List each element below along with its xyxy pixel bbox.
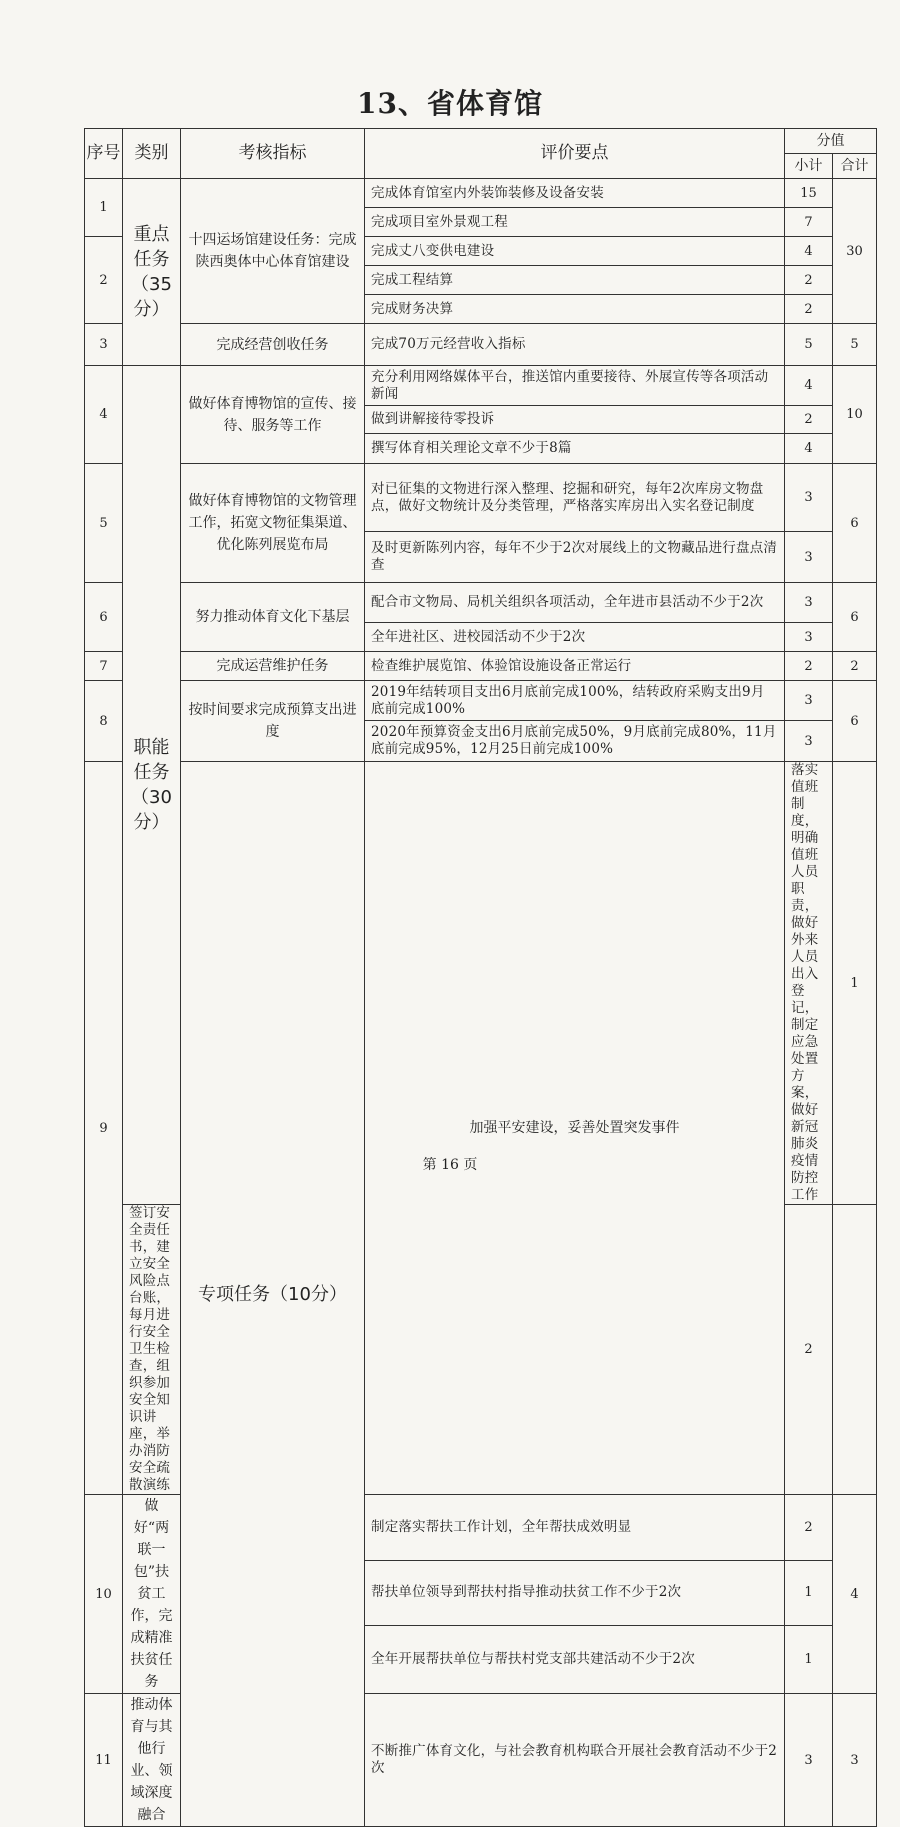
indicator-cell: 做好“两联一包”扶贫工作，完成精准扶贫任务 [123, 1495, 181, 1694]
subtotal-cell: 1 [785, 1626, 833, 1694]
subtotal-cell: 3 [785, 464, 833, 532]
point-cell: 不断推广体育文化，与社会教育机构联合开展社会教育活动不少于2次 [365, 1694, 785, 1827]
point-cell: 完成70万元经营收入指标 [365, 324, 785, 366]
header-indicator: 考核指标 [181, 129, 365, 179]
point-cell: 检查维护展览馆、体验馆设施设备正常运行 [365, 652, 785, 681]
subtotal-cell: 4 [785, 366, 833, 406]
point-cell: 帮扶单位领导到帮扶村指导推动扶贫工作不少于2次 [365, 1560, 785, 1626]
point-cell: 配合市文物局、局机关组织各项活动，全年进市县活动不少于2次 [365, 583, 785, 623]
point-cell: 2020年预算资金支出6月底前完成50%，9月底前完成80%，11月底前完成95%，12月25日前完成100% [365, 721, 785, 762]
subtotal-cell: 4 [785, 434, 833, 464]
seq-cell: 8 [85, 681, 123, 762]
subtotal-cell: 3 [785, 532, 833, 583]
point-cell: 做到讲解接待零投诉 [365, 406, 785, 434]
subtotal-cell: 2 [785, 406, 833, 434]
point-cell: 落实值班制度，明确值班人员职责，做好外来人员出入登记，制定应急处置方案，做好新冠肺炎疫情防控工作 [785, 762, 833, 1205]
seq-cell: 9 [85, 762, 123, 1495]
category-func: 职能任务（30分） [123, 366, 181, 1205]
seq-cell: 5 [85, 464, 123, 583]
point-cell: 制定落实帮扶工作计划，全年帮扶成效明显 [365, 1495, 785, 1561]
point-cell: 完成财务决算 [365, 295, 785, 324]
point-cell: 完成工程结算 [365, 266, 785, 295]
point-cell: 撰写体育相关理论文章不少于8篇 [365, 434, 785, 464]
seq-cell: 2 [85, 237, 123, 324]
point-cell: 完成丈八变供电建设 [365, 237, 785, 266]
total-cell: 2 [833, 652, 877, 681]
subtotal-cell: 7 [785, 208, 833, 237]
subtotal-cell: 2 [785, 1205, 833, 1495]
point-cell: 签订安全责任书，建立安全风险点台账，每月进行安全卫生检查，组织参加安全知识讲座，举办消防安全疏散演练 [123, 1205, 181, 1495]
subtotal-cell: 4 [785, 237, 833, 266]
seq-cell: 6 [85, 583, 123, 652]
seq-cell: 4 [85, 366, 123, 464]
point-cell: 2019年结转项目支出6月底前完成100%，结转政府采购支出9月底前完成100% [365, 681, 785, 721]
point-cell: 全年进社区、进校园活动不少于2次 [365, 623, 785, 652]
subtotal-cell: 2 [785, 1495, 833, 1561]
category-key: 重点任务（35分） [123, 179, 181, 366]
header-category: 类别 [123, 129, 181, 179]
header-total: 合计 [833, 154, 877, 179]
indicator-cell: 十四运场馆建设任务：完成陕西奥体中心体育馆建设 [181, 179, 365, 324]
seq-cell: 7 [85, 652, 123, 681]
total-cell: 6 [833, 583, 877, 652]
seq-cell: 10 [85, 1495, 123, 1694]
point-cell: 完成项目室外景观工程 [365, 208, 785, 237]
subtotal-cell: 15 [785, 179, 833, 208]
indicator-cell: 完成经营创收任务 [181, 324, 365, 366]
point-cell: 充分利用网络媒体平台，推送馆内重要接待、外展宣传等各项活动新闻 [365, 366, 785, 406]
indicator-cell: 加强平安建设，妥善处置突发事件 [365, 762, 785, 1495]
indicator-cell: 做好体育博物馆的宣传、接待、服务等工作 [181, 366, 365, 464]
subtotal-cell: 2 [785, 652, 833, 681]
header-score: 分值 [785, 129, 877, 154]
header-points: 评价要点 [365, 129, 785, 179]
seq-cell: 3 [85, 324, 123, 366]
total-cell: 6 [833, 464, 877, 583]
header-subtotal: 小计 [785, 154, 833, 179]
header-seq: 序号 [85, 129, 123, 179]
subtotal-cell: 3 [785, 1694, 833, 1827]
subtotal-cell: 2 [785, 295, 833, 324]
point-cell: 全年开展帮扶单位与帮扶村党支部共建活动不少于2次 [365, 1626, 785, 1694]
category-special: 专项任务（10分） [181, 762, 365, 1827]
total-cell: 5 [833, 324, 877, 366]
page-number: 第 16 页 [422, 1157, 478, 1173]
subtotal-cell: 2 [785, 266, 833, 295]
subtotal-cell: 3 [785, 681, 833, 721]
subtotal-cell: 5 [785, 324, 833, 366]
total-cell: 30 [833, 179, 877, 324]
total-cell: 10 [833, 366, 877, 464]
subtotal-cell: 3 [785, 623, 833, 652]
total-cell: 4 [833, 1495, 877, 1694]
indicator-cell: 推动体育与其他行业、领域深度融合 [123, 1694, 181, 1827]
total-cell: 6 [833, 681, 877, 762]
assessment-table [84, 128, 877, 1827]
indicator-cell: 努力推动体育文化下基层 [181, 583, 365, 652]
subtotal-cell: 1 [785, 1560, 833, 1626]
seq-cell: 11 [85, 1694, 123, 1827]
indicator-cell: 完成运营维护任务 [181, 652, 365, 681]
subtotal-cell: 3 [785, 583, 833, 623]
point-cell: 完成体育馆室内外装饰装修及设备安装 [365, 179, 785, 208]
point-cell: 及时更新陈列内容，每年不少于2次对展线上的文物藏品进行盘点清查 [365, 532, 785, 583]
subtotal-cell: 1 [833, 762, 877, 1205]
total-cell: 3 [833, 1694, 877, 1827]
indicator-cell: 按时间要求完成预算支出进度 [181, 681, 365, 762]
page-title: 13、省体育馆 [357, 87, 543, 120]
indicator-cell: 做好体育博物馆的文物管理工作，拓宽文物征集渠道、优化陈列展览布局 [181, 464, 365, 583]
subtotal-cell: 3 [785, 721, 833, 762]
point-cell: 对已征集的文物进行深入整理、挖掘和研究，每年2次库房文物盘点，做好文物统计及分类管理，严格落实库房出入实名登记制度 [365, 464, 785, 532]
seq-cell: 1 [85, 179, 123, 237]
